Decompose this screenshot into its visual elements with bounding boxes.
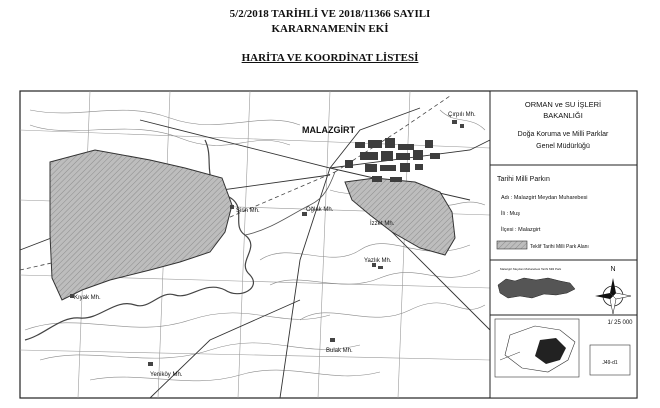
directorate-line-2: Genel Müdürlüğü [536,143,590,150]
label-kiyak: Kıyak Mh. [74,295,101,301]
title-line-1: 5/2/2018 TARİHLİ VE 2018/11366 SAYILI [229,8,431,20]
area-swatch [497,241,527,249]
sheet-label: J49-d1 [602,360,618,366]
label-cirpili: Çırpılı Mh. [448,112,476,118]
title-line-2: KARARNAMENİN EKİ [271,23,389,35]
label-oglak: Oğlak Mh. [306,207,334,213]
ministry-line-1: ORMAN ve SU İŞLERİ [524,100,602,109]
map-list-heading: HARİTA VE KOORDİNAT LİSTESİ [241,52,419,64]
area-legend-label: Teklif Tarihi Milli Park Alanı [530,244,589,250]
north-label: N [610,266,616,273]
park-title: Tarihi Milli Parkın [497,176,550,183]
label-malazgirt: MALAZGİRT [302,125,355,135]
directorate-line-1: Doğa Koruma ve Milli Parklar [517,131,609,138]
label-yenikoy: Yeniköy Mh. [150,372,183,378]
ministry-line-2: BAKANLIĞI [543,111,583,120]
mini-map-caption: Malazgirt Meydan Muharebesi Tarihi Milli Park [500,267,562,271]
label-sirin: Şirin Mh. [236,208,260,214]
park-district: İlçesi : Malazgirt [501,227,541,233]
park-province: İli : Muş [501,211,520,217]
label-izzet: İzzet Mh. [370,221,395,227]
legend-panel [490,91,637,398]
scale-label: 1/ 25 000 [607,320,633,326]
label-yazlik: Yazlık Mh. [364,258,392,264]
label-bulak: Bulak Mh. [326,348,353,354]
park-name: Adı : Malazgirt Meydan Muharebesi [501,195,588,201]
